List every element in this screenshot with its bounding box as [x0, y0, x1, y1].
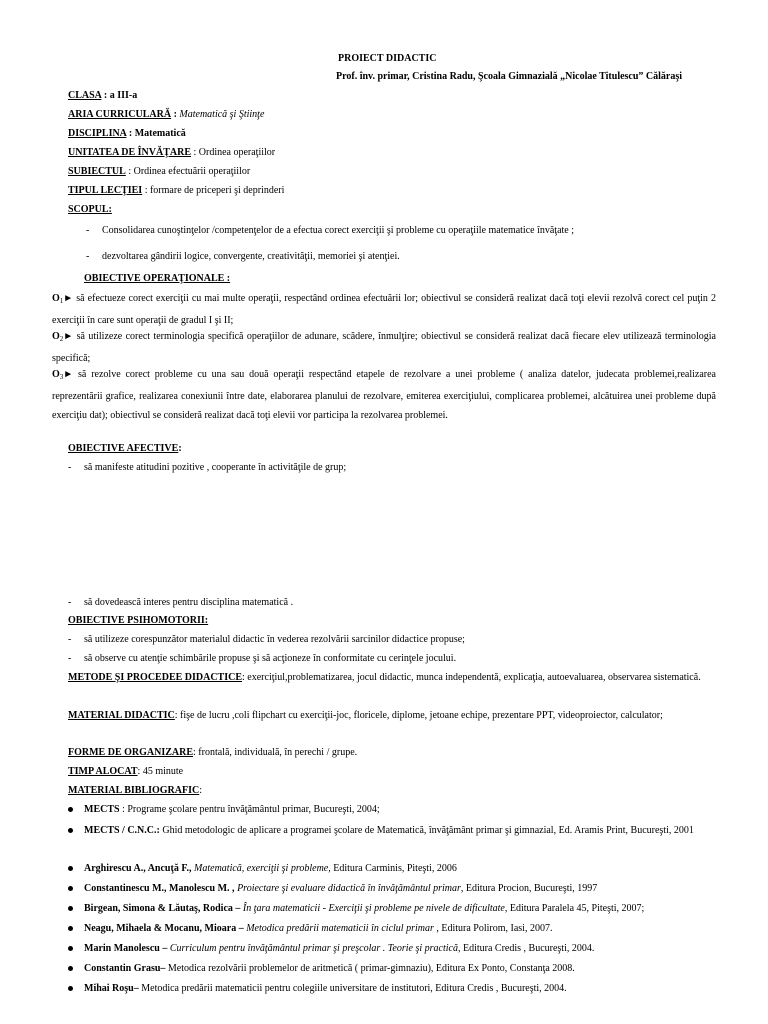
entry-details: , Editura Polirom, Iasi, 2007. [433, 923, 553, 934]
entry-author: MECTS [84, 804, 120, 815]
bullet-icon [68, 807, 73, 812]
disciplina-label: DISCIPLINA [68, 128, 127, 139]
timp-text: : 45 minute [137, 766, 184, 777]
bibliography-entry [84, 859, 716, 878]
bullet-icon [68, 926, 73, 931]
entry-author: MECTS / C.N.C.: [84, 825, 160, 836]
clasa-line [68, 89, 137, 102]
bibliography-entry [84, 919, 716, 938]
forme-text: : frontală, individuală, în perechi / grupe. [193, 747, 358, 758]
psihomotorii-item-text: să observe cu atenţie schimbările propuse şi să acţioneze în conformitate cu cerinţele jocului. [84, 653, 457, 664]
objective-number: 3 [59, 373, 64, 381]
clasa-label: CLASA [68, 90, 102, 101]
bibliografie-colon: : [199, 785, 203, 796]
dash-marker: - [68, 634, 72, 645]
objective-letter: O [52, 369, 60, 380]
afective-heading: OBIECTIVE AFECTIVE [68, 443, 179, 454]
tip-value: : formare de priceperi şi deprinderi [142, 185, 285, 196]
disciplina-value: : Matematică [126, 128, 186, 139]
entry-details: Metodica predării matematicii pentru colegiile universitare de institutori, Editura Credis , Bucureşti, 2004. [138, 983, 567, 994]
disciplina-line [68, 127, 186, 140]
unitate-value: : Ordinea operaţiilor [190, 147, 276, 158]
unitate-line [68, 146, 275, 159]
document-title: PROIECT DIDACTIC [338, 53, 437, 64]
objective-text: să rezolve corect probleme cu una sau două operaţii respectând etapele de rezolvare a unei probleme ( analiza datelor, judecata problemei,realizarea reprezentării grafice, realizarea conexiunii între date, elaborarea planului de rezolvare, emiterea exerciţiului, complicarea problemei, alcătuirea unei probleme după exerciţiu dat); obiectivul se consideră realizat dacă toţi elevii vor participa la rezolvarea problemei. [52, 369, 716, 421]
arrow-icon: ► [63, 331, 74, 342]
afective-heading-line [68, 442, 182, 455]
entry-author: Birgean, Simona & Lăutaş, Rodica – [84, 903, 241, 914]
document-author: Prof. înv. primar, Cristina Radu, Şcoala Gimnazială „Nicolae Titulescu” Călăraşi [336, 71, 683, 82]
entry-author: Neagu, Mihaela & Mocanu, Mioara – [84, 923, 244, 934]
scop-item [86, 224, 574, 237]
scop-label: SCOPUL: [68, 204, 112, 215]
dash-marker: - [86, 251, 90, 262]
subiect-line [68, 165, 250, 178]
objective-letter: O [52, 293, 60, 304]
bibliography-entry [84, 979, 716, 998]
forme-label: FORME DE ORGANIZARE [68, 747, 194, 758]
bibliography-entry [84, 899, 716, 918]
scop-item-text: Consolidarea cunoştinţelor /competenţelor de a efectua corect exerciţii şi probleme cu operaţiile matematice învăţate ; [102, 225, 575, 236]
aria-line [68, 108, 264, 121]
objective-number: 1 [59, 297, 64, 305]
bullet-icon [68, 966, 73, 971]
entry-details: Ghid metodologic de aplicare a programei şcolare de Matematică, învăţământ primar şi gimnazial, Ed. Aramis Print, Bucureşti, 2001 [159, 825, 694, 836]
entry-details: : Programe şcolare pentru învăţământul primar, Bucureşti, 2004; [119, 804, 380, 815]
entry-details: , Editura Procion, Bucureşti, 1997 [460, 883, 598, 894]
psihomotorii-item [68, 652, 456, 665]
material-text: : fişe de lucru ,coli flipchart cu exerciţii-joc, floricele, diplome, jetoane echipe, prezentare PPT, videoproiector, calculator; [174, 710, 663, 721]
bullet-icon [68, 906, 73, 911]
objective-letter: O [52, 331, 60, 342]
objective-text: să utilizeze corect terminologia specifică operaţiilor de adunare, scădere, înmulţire; obiectivul se consideră realizat dacă fiecare elev utilizează terminologia specifică; [52, 331, 716, 364]
bullet-icon [68, 946, 73, 951]
forme-line [68, 746, 357, 759]
objective-o2 [52, 327, 716, 368]
dash-marker: - [68, 653, 72, 664]
bullet-icon [68, 886, 73, 891]
entry-author: Constantin Grasu– [84, 963, 166, 974]
objective-o3 [52, 365, 716, 425]
psihomotorii-item-text: să utilizeze corespunzător materialul didactic în vederea rezolvării sarcinilor didactice propuse; [84, 634, 465, 645]
afective-item [68, 596, 293, 609]
entry-details: Metodica rezolvării problemelor de aritmetică ( primar-gimnaziu), Editura Ex Ponto, Constanţa 2008. [165, 963, 575, 974]
entry-title: În ţara matematicii - Exerciţii şi probleme pe nivele de dificultate [240, 903, 505, 914]
bibliografie-heading-line [68, 784, 202, 797]
entry-title: Metodica predării matematicii în ciclul primar [243, 923, 434, 934]
bibliography-entry [84, 800, 716, 819]
entry-details: , Editura Credis , Bucureşti, 2004. [457, 943, 595, 954]
material-paragraph [68, 706, 716, 725]
bibliography-entry [84, 879, 716, 898]
objective-text: să efectueze corect exerciţii cu mai multe operaţii, respectând ordinea efectuării lor; obiectivul se consideră realizat dacă toţi elevii rezolvă corect cel puţin 2 exerciţii în care sunt operaţii de gradul I şi II; [52, 293, 716, 326]
dash-marker: - [68, 597, 72, 608]
metode-paragraph [68, 668, 716, 687]
objective-o1 [52, 289, 716, 330]
bibliografie-heading: MATERIAL BIBLIOGRAFIC [68, 785, 200, 796]
unitate-label: UNITATEA DE ÎNVĂŢARE [68, 147, 191, 158]
timp-line [68, 765, 183, 778]
bibliography-entry [84, 939, 716, 958]
scop-item [86, 250, 400, 263]
entry-author: Mihai Roşu– [84, 983, 139, 994]
entry-author: Arghirescu A., Ancuţă F., [84, 863, 192, 874]
afective-item [68, 461, 346, 474]
tip-line [68, 184, 284, 197]
subiect-label: SUBIECTUL [68, 166, 126, 177]
bullet-icon [68, 828, 73, 833]
entry-details: Editura Carminis, Piteşti, 2006 [330, 863, 457, 874]
clasa-value: : a III-a [101, 90, 138, 101]
material-label: MATERIAL DIDACTIC [68, 710, 175, 721]
dash-marker: - [86, 225, 90, 236]
afective-item-text: să dovedească interes pentru disciplina matematică . [84, 597, 294, 608]
arrow-icon: ► [63, 369, 74, 380]
entry-title: Matematică, exerciţii şi probleme, [191, 863, 331, 874]
bibliography-entry [84, 959, 716, 978]
timp-label: TIMP ALOCAT [68, 766, 138, 777]
scop-item-text: dezvoltarea gândirii logice, convergente, creativităţii, memoriei şi atenţiei. [102, 251, 400, 262]
aria-label: ARIA CURRICULARĂ [68, 109, 172, 120]
bullet-icon [68, 986, 73, 991]
entry-author: Constantinescu M., Manolescu M. , [84, 883, 235, 894]
arrow-icon: ► [63, 293, 74, 304]
aria-sep: : [171, 109, 180, 120]
objective-number: 2 [59, 335, 64, 343]
subiect-value: : Ordinea efectuării operaţiilor [125, 166, 251, 177]
afective-colon: : [178, 443, 182, 454]
metode-label: METODE ŞI PROCEDEE DIDACTICE [68, 672, 243, 683]
entry-author: Marin Manolescu – [84, 943, 168, 954]
tip-label: TIPUL LECŢIEI [68, 185, 143, 196]
entry-title: Curriculum pentru învăţământul primar şi preşcolar . Teorie şi practică [167, 943, 458, 954]
entry-title: Proiectare şi evaluare didactică în învăţământul primar [234, 883, 461, 894]
psihomotorii-item [68, 633, 465, 646]
bullet-icon [68, 866, 73, 871]
metode-text: : exerciţiul,problematizarea, jocul didactic, munca independentă, explicaţia, autoevaluarea, observarea sistematică. [242, 672, 701, 683]
bibliography-entry [84, 821, 716, 840]
afective-item-text: să manifeste atitudini pozitive , cooperante în activităţile de grup; [84, 462, 347, 473]
aria-value: Matematică şi Ştiinţe [179, 109, 265, 120]
entry-details: , Editura Paralela 45, Piteşti, 2007; [504, 903, 645, 914]
dash-marker: - [68, 462, 72, 473]
psihomotorii-heading: OBIECTIVE PSIHOMOTORII: [68, 615, 209, 626]
obiective-operationale-heading: OBIECTIVE OPERAŢIONALE : [84, 273, 231, 284]
